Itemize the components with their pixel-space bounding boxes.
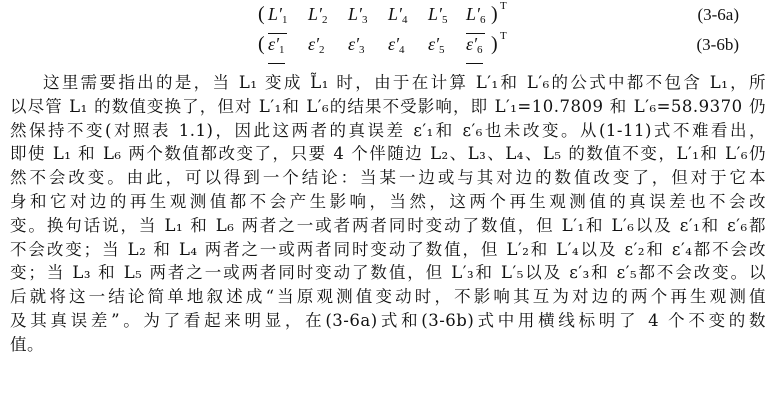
equation-term: $L'_4$ <box>388 4 408 26</box>
body-paragraph <box>10 71 766 357</box>
equation-term-underlined: $\varepsilon'_6$ <box>466 32 483 64</box>
equation-term: $L'_5$ <box>428 4 448 26</box>
equation-term: $\varepsilon'_5$ <box>428 34 445 56</box>
equation-open-paren: ( <box>258 3 265 25</box>
equation-close-paren: ) <box>491 33 498 55</box>
paragraph-line: 及其真误差”。为了看起来明显，在(3-6a)式和(3-6b)式中用横线标明了 4 个不变的数 <box>10 310 766 330</box>
transpose-superscript: T <box>500 30 507 42</box>
equation-3-6b <box>0 32 779 62</box>
paragraph-line: 这里需要指出的是，当 L₁ 变成 L̃₁ 时，由于在计算 L′₁和 L′₆的公式中都不包含 L₁，所 <box>43 73 766 92</box>
equation-term-underlined: $L'_1$ <box>268 2 287 34</box>
equation-number: (3-6b) <box>696 35 739 54</box>
equation-number: (3-6a) <box>697 5 739 24</box>
paragraph-line: 即使 L₁ 和 L₆ 两个数值都改变了，只要 4 个伴随边 L₂、L₃、L₄、L₅ 的数值不变，L′₁和 L′₆仍 <box>10 144 766 164</box>
paragraph-line: 变。换句话说，当 L₁ 和 L₆ 两者之一或者两者同时变动了数值，但 L′₁和 L′₆以及 ε′₁和 ε′₆都 <box>10 215 766 235</box>
paragraph-line: 变；当 L₃ 和 L₅ 两者之一或两者同时变动了数值，但 L′₃和 L′₅以及 ε′₃和 ε′₅都不会改变。以 <box>10 263 766 283</box>
transpose-superscript: T <box>500 0 507 12</box>
equation-term-underlined: $\varepsilon'_1$ <box>268 32 285 64</box>
paragraph-line: 不会改变；当 L₂ 和 L₄ 两者之一或两者同时变动了数值，但 L′₂和 L′₄以及 ε′₂和 ε′₄都不会改 <box>10 239 766 259</box>
equation-open-paren: ( <box>258 33 265 55</box>
equation-3-6a <box>0 2 779 32</box>
equation-terms <box>268 2 494 32</box>
equation-term: $\varepsilon'_2$ <box>308 34 325 56</box>
equation-terms <box>268 32 494 62</box>
equation-term: $L'_3$ <box>348 4 368 26</box>
equation-term: $\varepsilon'_4$ <box>388 34 405 56</box>
paragraph-line: 身和它对边的再生观测值都不会产生影响，当然，这两个再生观测值的真误差也不会改 <box>10 191 766 211</box>
paragraph-line: 值。 <box>10 334 44 354</box>
paragraph-line: 然保持不变(对照表 1.1)，因此这两者的真误差 ε′₁和 ε′₆也未改变。从(1-11)式不难看出， <box>10 120 766 140</box>
paragraph-line: 然不会改变。由此，可以得到一个结论：当某一边或与其对边的数值改变了，但对于它本 <box>10 168 766 188</box>
equation-term: $\varepsilon'_3$ <box>348 34 365 56</box>
paragraph-line: 以尽管 L₁ 的数值变换了，但对 L′₁和 L′₆的结果不受影响，即 L′₁=10.7809 和 L′₆=58.9370 仍 <box>10 96 766 116</box>
paragraph-line: 后就将这一结论简单地叙述成“当原观测值变动时，不影响其互为对边的两个再生观测值 <box>10 287 766 307</box>
equation-term: $L'_2$ <box>308 4 328 26</box>
equation-close-paren: ) <box>491 3 498 25</box>
equation-term-underlined: $L'_6$ <box>466 2 485 34</box>
